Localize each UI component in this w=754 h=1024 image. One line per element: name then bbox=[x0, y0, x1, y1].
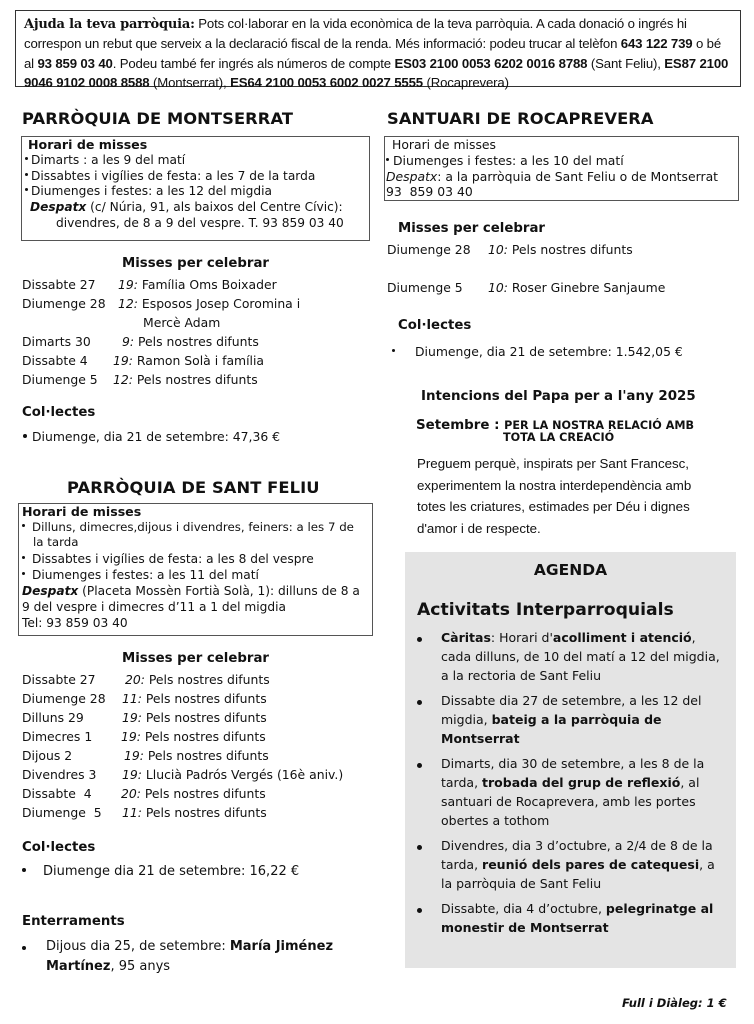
collection-text: Diumenge, dia 21 de setembre: 1.542,05 € bbox=[415, 344, 683, 359]
mass-row bbox=[22, 334, 91, 349]
bullet-icon bbox=[25, 173, 28, 176]
prayer-line: d'amor i de respecte. bbox=[417, 520, 541, 536]
mass-row bbox=[124, 748, 269, 763]
agenda-item-text: Dimarts, dia 30 de setembre, a les 8 de la tarda, bbox=[441, 756, 705, 790]
account-number: ES64 2100 0053 6002 0027 5555 bbox=[230, 74, 423, 90]
schedule-text: Dissabtes i vigílies de festa: a les 8 del vespre bbox=[32, 551, 314, 566]
schedule-text: Dimarts : a les 9 del matí bbox=[31, 152, 186, 167]
mass-intent: Família Oms Boixader bbox=[141, 277, 277, 292]
account-label: (Sant Feliu), bbox=[587, 55, 661, 71]
office-phone: 93 859 03 40 bbox=[386, 184, 473, 200]
mass-day: Divendres 3 bbox=[22, 767, 97, 782]
mass-row bbox=[22, 767, 96, 782]
schedule-item bbox=[25, 169, 369, 185]
bullet-icon bbox=[22, 946, 26, 950]
santfeliu-title: PARRÒQUIA DE SANT FELIU bbox=[67, 478, 320, 497]
mass-row bbox=[125, 672, 270, 687]
schedule-text: Diumenges i festes: a les 10 del matí bbox=[393, 152, 624, 168]
agenda-item-text: , al santuari de Rocaprevera, amb les portes obertes a tothom bbox=[441, 775, 700, 828]
mass-hour: 9: bbox=[122, 334, 135, 349]
burial-name: Martínez bbox=[46, 958, 111, 974]
mass-intent: Ramon Solà i família bbox=[136, 353, 265, 368]
collection-item bbox=[392, 344, 683, 359]
mass-hour: 20: bbox=[125, 672, 145, 687]
mass-row bbox=[22, 786, 92, 801]
mass-row bbox=[22, 729, 92, 744]
mass-row bbox=[488, 242, 633, 257]
office-info bbox=[25, 200, 369, 216]
mass-hour: 10: bbox=[488, 242, 508, 257]
montserrat-title: PARRÒQUIA DE MONTSERRAT bbox=[22, 109, 294, 128]
mass-day: Diumenge 28 bbox=[22, 691, 106, 706]
office-label: Despatx bbox=[386, 168, 438, 184]
montserrat-collections-title: Col·lectes bbox=[22, 405, 96, 420]
schedule-item-cont: la tarda bbox=[33, 534, 79, 549]
mass-day: Dissabte 27 bbox=[22, 277, 96, 292]
bullet-icon bbox=[22, 572, 25, 575]
schedule-item bbox=[22, 552, 372, 568]
account-number: ES87 2100 9046 9102 0008 8588 bbox=[24, 55, 729, 90]
pope-month-label: Setembre : bbox=[416, 418, 505, 433]
office-label: Despatx bbox=[22, 584, 79, 599]
mass-hour: 10: bbox=[488, 280, 508, 295]
schedule-title: Horari de misses bbox=[22, 504, 142, 519]
mass-row bbox=[122, 805, 267, 820]
mass-row bbox=[118, 296, 300, 311]
mass-day: Diumenge 5 bbox=[22, 372, 98, 387]
mass-intent: Pels nostres difunts bbox=[138, 334, 259, 349]
mass-hour: 19: bbox=[122, 767, 142, 782]
pope-title: Intencions del Papa per a l'any 2025 bbox=[421, 389, 696, 404]
mass-hour: 19: bbox=[118, 277, 138, 292]
agenda-item bbox=[441, 836, 721, 893]
mass-row bbox=[122, 767, 343, 782]
rocaprevera-schedule-box bbox=[384, 136, 739, 201]
agenda-item bbox=[441, 691, 721, 748]
donation-box bbox=[15, 10, 741, 90]
mass-day: Diumenge 5 bbox=[22, 805, 102, 820]
office-phone: Tel: 93 859 03 40 bbox=[22, 615, 128, 630]
pope-prayer bbox=[417, 453, 737, 539]
office-info bbox=[386, 169, 738, 185]
bullet-icon bbox=[392, 349, 395, 352]
mass-row bbox=[118, 277, 277, 292]
mass-row bbox=[22, 296, 106, 311]
mass-intent: Pels nostres difunts bbox=[145, 691, 267, 706]
rocaprevera-title: SANTUARI DE ROCAPREVERA bbox=[387, 109, 654, 128]
mass-day: Dimarts 30 bbox=[22, 334, 91, 349]
schedule-text: Diumenges i festes: a les 11 del matí bbox=[32, 568, 259, 583]
mass-row bbox=[122, 691, 267, 706]
agenda-item bbox=[441, 754, 721, 830]
schedule-item bbox=[386, 153, 738, 169]
mass-row bbox=[22, 353, 88, 368]
agenda-item-text: : Horari d' bbox=[490, 630, 553, 645]
office-text: : a la parròquia de Sant Feliu o de Montserrat bbox=[437, 168, 719, 184]
bullet-icon bbox=[25, 188, 28, 191]
schedule-text: Dissabtes i vigílies de festa: a les 7 de la tarda bbox=[31, 168, 316, 183]
bullet-icon bbox=[22, 556, 25, 559]
mass-row bbox=[22, 691, 106, 706]
agenda-item-text: , a la parròquia de Sant Feliu bbox=[441, 857, 715, 891]
agenda-item-text: Dissabte dia 27 de setembre, a les 12 del migdia, bbox=[441, 693, 702, 727]
collection-item bbox=[22, 864, 299, 879]
rocaprevera-masses-title: Misses per celebrar bbox=[398, 221, 545, 236]
mass-intent: Esposos Josep Coromina i bbox=[141, 296, 301, 311]
agenda-item-text: Dissabte, dia 4 d’octubre, bbox=[441, 901, 606, 916]
mass-intent: Pels nostres difunts bbox=[145, 805, 267, 820]
mass-intent: Pels nostres difunts bbox=[148, 672, 270, 687]
mass-intent: Pels nostres difunts bbox=[144, 786, 266, 801]
mass-hour: 19: bbox=[124, 748, 144, 763]
mass-row bbox=[22, 672, 96, 687]
agenda-item bbox=[441, 899, 721, 937]
prayer-line: Preguem perquè, inspirats per Sant Francesc, bbox=[417, 456, 689, 471]
santfeliu-schedule-box bbox=[18, 503, 373, 636]
mass-day: Dijous 2 bbox=[22, 748, 73, 763]
office-info bbox=[22, 584, 372, 600]
mass-day: Dissabte 4 bbox=[22, 786, 92, 801]
schedule-text: Diumenges i festes: a les 12 del migdia bbox=[31, 184, 272, 199]
office-label: Despatx bbox=[30, 200, 87, 215]
santfeliu-collections-title: Col·lectes bbox=[22, 840, 96, 855]
bullet-icon bbox=[386, 158, 389, 161]
agenda-item-text: , cada dilluns, de 10 del matí a 12 del migdia, a la rectoria de Sant Feliu bbox=[441, 630, 720, 683]
mass-intent: Pels nostres difunts bbox=[147, 748, 269, 763]
donation-phone: 93 859 03 40 bbox=[37, 55, 113, 71]
agenda-item-bold: acolliment i atenció bbox=[552, 630, 692, 645]
mass-intent: Pels nostres difunts bbox=[511, 242, 633, 257]
mass-intent: Roser Ginebre Sanjaume bbox=[511, 280, 666, 295]
agenda-panel bbox=[405, 552, 736, 968]
bullet-icon bbox=[23, 434, 27, 438]
mass-row bbox=[113, 353, 264, 368]
bullet-icon bbox=[417, 700, 422, 705]
office-text: (Placeta Mossèn Fortià Solà, 1): dilluns de 8 a bbox=[78, 584, 360, 599]
mass-row bbox=[122, 710, 267, 725]
agenda-item-bold: bateig a la parròquia de Montserrat bbox=[441, 712, 662, 746]
santfeliu-masses-title: Misses per celebrar bbox=[122, 651, 269, 666]
agenda-item-text: Divendres, dia 3 d’octubre, a 2/4 de 8 de la tarda, bbox=[441, 838, 713, 872]
mass-hour: 19: bbox=[122, 710, 142, 725]
agenda-item bbox=[441, 628, 721, 685]
office-hours: divendres, de 8 a 9 del vespre. T. 93 859 03 40 bbox=[56, 215, 344, 230]
collection-text: Diumenge dia 21 de setembre: 16,22 € bbox=[43, 864, 300, 879]
mass-day: Dilluns 29 bbox=[22, 710, 84, 725]
mass-row bbox=[121, 786, 266, 801]
donation-text: . Podeu també fer ingrés als números de compte bbox=[112, 55, 395, 71]
office-text: (c/ Núria, 91, als baixos del Centre Cívic): bbox=[86, 200, 343, 215]
bullet-icon bbox=[22, 868, 26, 872]
mass-intent: Pels nostres difunts bbox=[144, 729, 266, 744]
mass-intent: Pels nostres difunts bbox=[136, 372, 258, 387]
burial-age: , 95 anys bbox=[110, 958, 171, 974]
burial-text: Dijous dia 25, de setembre: bbox=[46, 939, 230, 954]
mass-intent: Mercè Adam bbox=[143, 315, 221, 330]
schedule-title: Horari de misses bbox=[392, 137, 496, 152]
pope-intent-cont: TOTA LA CREACIÓ bbox=[503, 431, 615, 444]
donation-text: Pots col·laborar en la vida econòmica de la teva parròquia. A cada donació o ingrés hi correspon un rebut que serveix a la declaració fiscal de la renda. Més informació: podeu trucar al telèfon bbox=[24, 16, 687, 52]
mass-day: Diumenge 5 bbox=[387, 280, 463, 295]
bullet-icon bbox=[417, 908, 422, 913]
mass-row bbox=[143, 315, 220, 330]
agenda-title: AGENDA bbox=[533, 561, 608, 579]
office-hours: 9 del vespre i dimecres d’11 a 1 del migdia bbox=[22, 599, 286, 614]
mass-hour: 11: bbox=[122, 691, 142, 706]
agenda-item-bold: reunió dels pares de catequesi bbox=[482, 857, 700, 872]
bullet-icon bbox=[25, 157, 28, 160]
schedule-item bbox=[22, 520, 372, 536]
rocaprevera-collections-title: Col·lectes bbox=[398, 318, 472, 333]
pope-intent: PER LA NOSTRA RELACIÓ AMB bbox=[504, 419, 695, 432]
schedule-text: Dilluns, dimecres,dijous i divendres, feiners: a les 7 de bbox=[32, 519, 354, 534]
mass-row bbox=[387, 280, 463, 295]
footer-price: Full i Diàleg: 1 € bbox=[622, 996, 727, 1010]
burial-name: María Jiménez bbox=[229, 939, 334, 954]
mass-hour: 11: bbox=[122, 805, 142, 820]
montserrat-masses-title: Misses per celebrar bbox=[122, 256, 269, 271]
agenda-item-bold: pelegrinatge al monestir de Montserrat bbox=[441, 901, 714, 935]
mass-row bbox=[488, 280, 665, 295]
collection-item bbox=[23, 429, 280, 444]
burial-item bbox=[22, 937, 367, 976]
bullet-icon bbox=[417, 637, 422, 642]
mass-row bbox=[22, 277, 96, 292]
mass-intent: Llucià Padrós Vergés (16è aniv.) bbox=[145, 767, 344, 782]
agenda-item-bold: trobada del grup de reflexió bbox=[482, 775, 681, 790]
bullet-icon bbox=[22, 524, 25, 527]
mass-hour: 20: bbox=[121, 786, 141, 801]
mass-row bbox=[22, 710, 84, 725]
donation-phone: 643 122 739 bbox=[620, 36, 693, 52]
mass-row bbox=[22, 748, 72, 763]
mass-row bbox=[122, 334, 259, 349]
schedule-title: Horari de misses bbox=[28, 137, 148, 152]
montserrat-schedule-box bbox=[21, 136, 370, 241]
schedule-item bbox=[22, 568, 372, 584]
schedule-item bbox=[25, 153, 369, 169]
account-label: (Rocaprevera) bbox=[422, 74, 509, 90]
mass-hour: 12: bbox=[113, 372, 133, 387]
mass-row bbox=[22, 805, 102, 820]
mass-row bbox=[22, 372, 98, 387]
mass-day: Dissabte 4 bbox=[22, 353, 88, 368]
agenda-item-bold: Càritas bbox=[441, 630, 491, 645]
prayer-line: totes les criatures, estimades per Déu i dignes bbox=[417, 499, 690, 514]
mass-row bbox=[387, 242, 471, 257]
account-number: ES03 2100 0053 6202 0016 8788 bbox=[394, 55, 588, 71]
account-label: (Montserrat), bbox=[149, 74, 231, 90]
donation-text: o bé al bbox=[24, 36, 722, 71]
mass-day: Diumenge 28 bbox=[387, 242, 471, 257]
mass-row bbox=[113, 372, 258, 387]
mass-day: Dissabte 27 bbox=[22, 672, 96, 687]
mass-hour: 19: bbox=[113, 353, 133, 368]
bullet-icon bbox=[417, 763, 422, 768]
mass-intent: Pels nostres difunts bbox=[145, 710, 267, 725]
mass-row bbox=[121, 729, 266, 744]
prayer-line: experimentem la nostra interdependència amb bbox=[417, 477, 692, 493]
mass-day: Dimecres 1 bbox=[22, 729, 93, 744]
mass-day: Diumenge 28 bbox=[22, 296, 106, 311]
bullet-icon bbox=[417, 845, 422, 850]
mass-hour: 19: bbox=[121, 729, 141, 744]
mass-hour: 12: bbox=[118, 296, 138, 311]
donation-lead: Ajuda la teva parròquia: bbox=[24, 17, 195, 32]
agenda-subtitle: Activitats Interparroquials bbox=[417, 600, 674, 620]
collection-text: Diumenge, dia 21 de setembre: 47,36 € bbox=[32, 429, 281, 444]
schedule-item bbox=[25, 184, 369, 200]
burials-title: Enterraments bbox=[22, 914, 125, 929]
